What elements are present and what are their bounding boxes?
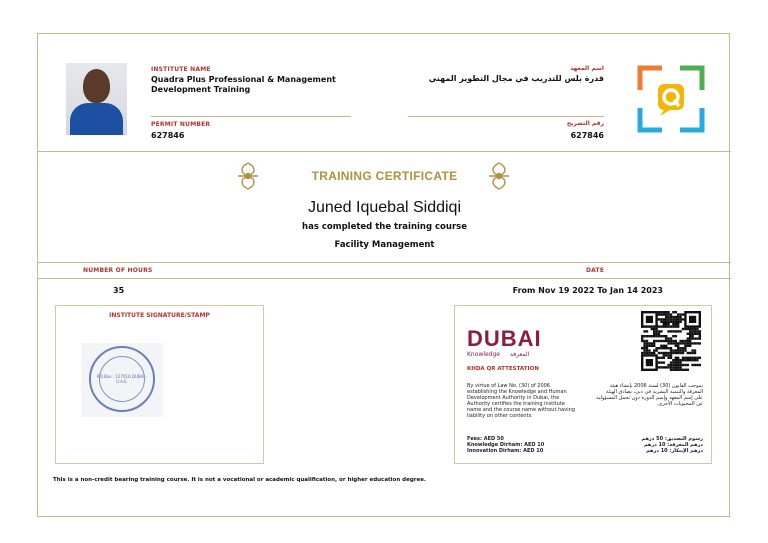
- divider-line: [151, 116, 351, 117]
- date-label: DATE: [586, 267, 605, 274]
- divider-line: [38, 278, 731, 279]
- innovation-dirham-text: Innovation Dirham: AED 10: [467, 448, 544, 454]
- knowledge-text-ar: المعرفة: [510, 351, 530, 358]
- institute-name-value-ar: قدرة بلس للتدريب في مجال التطوير المهني: [428, 74, 604, 83]
- knowledge-dirham-text-ar: درهم المعرفة: 10 درهم: [643, 442, 703, 448]
- recipient-name: Juned Iquebal Siddiqi: [307, 199, 461, 216]
- header-divider: [38, 151, 731, 152]
- khda-attestation-label: KHDA QR ATTESTATION: [467, 366, 539, 372]
- permit-number-label: PERMIT NUMBER: [151, 121, 211, 128]
- hours-value: 35: [113, 286, 125, 295]
- institute-name-label: INSTITUTE NAME: [151, 66, 211, 73]
- hours-label: NUMBER OF HOURS: [83, 267, 153, 274]
- signature-label: INSTITUTE SIGNATURE/STAMP: [109, 312, 210, 319]
- date-value: From Nov 19 2022 To Jan 14 2023: [512, 286, 663, 295]
- footer-disclaimer: This is a non-credit bearing training course. It is not a vocational or academic qualification, or higher education degree.: [53, 477, 427, 483]
- institute-name-label-ar: اسم المعهد: [570, 65, 604, 72]
- fees-text: Fees: AED 50: [467, 436, 504, 442]
- title-row: [38, 161, 731, 191]
- ornament-right-icon: [487, 161, 511, 191]
- knowledge-text: Knowledge: [467, 351, 500, 358]
- institute-name-value: Quadra Plus Professional & Management Development Training: [151, 75, 336, 94]
- law-text-en: By virtue of Law No. (30) of 2006 establishing the Knowledge and Human Development Authority in Dubai, the Authority certifies the training institute name and the course name without having liability on other contents.: [467, 383, 575, 419]
- photo-body: [70, 103, 123, 135]
- recipient-photo: [66, 63, 127, 135]
- law-text-ar: بموجب القانون (30) لسنة 2006 بإنشاء هيئة المعرفة والتنمية البشرية في دبي، تصادق الهيئة على إسم المعهد وإسم الدورة دون تحمل المسؤولية عن المحتويات الأخرى.: [596, 383, 703, 407]
- permit-number-value-ar: 627846: [570, 131, 604, 140]
- stamp-text: P.O.Box : 127016 DUBAI - U.A.E.: [96, 374, 148, 384]
- course-name: Facility Management: [334, 240, 435, 250]
- divider-line: [38, 262, 731, 263]
- dubai-brand: DUBAI: [467, 326, 542, 351]
- permit-number-value: 627846: [151, 131, 185, 140]
- innovation-dirham-text-ar: درهم الإبتكار: 10 درهم: [646, 448, 703, 454]
- permit-number-label-ar: رقم التصريح: [566, 120, 604, 127]
- divider-line: [408, 116, 604, 117]
- photo-head: [83, 69, 110, 103]
- certificate-title: TRAINING CERTIFICATE: [311, 169, 458, 183]
- quadra-plus-logo-icon: [636, 64, 706, 134]
- completed-text: has completed the training course: [302, 222, 467, 232]
- knowledge-dirham-text: Knowledge Dirham: AED 10: [467, 442, 545, 448]
- fees-text-ar: رسوم التصديق: 50 درهم: [641, 436, 703, 442]
- qr-code-icon[interactable]: [641, 311, 701, 371]
- institute-stamp: [81, 343, 163, 417]
